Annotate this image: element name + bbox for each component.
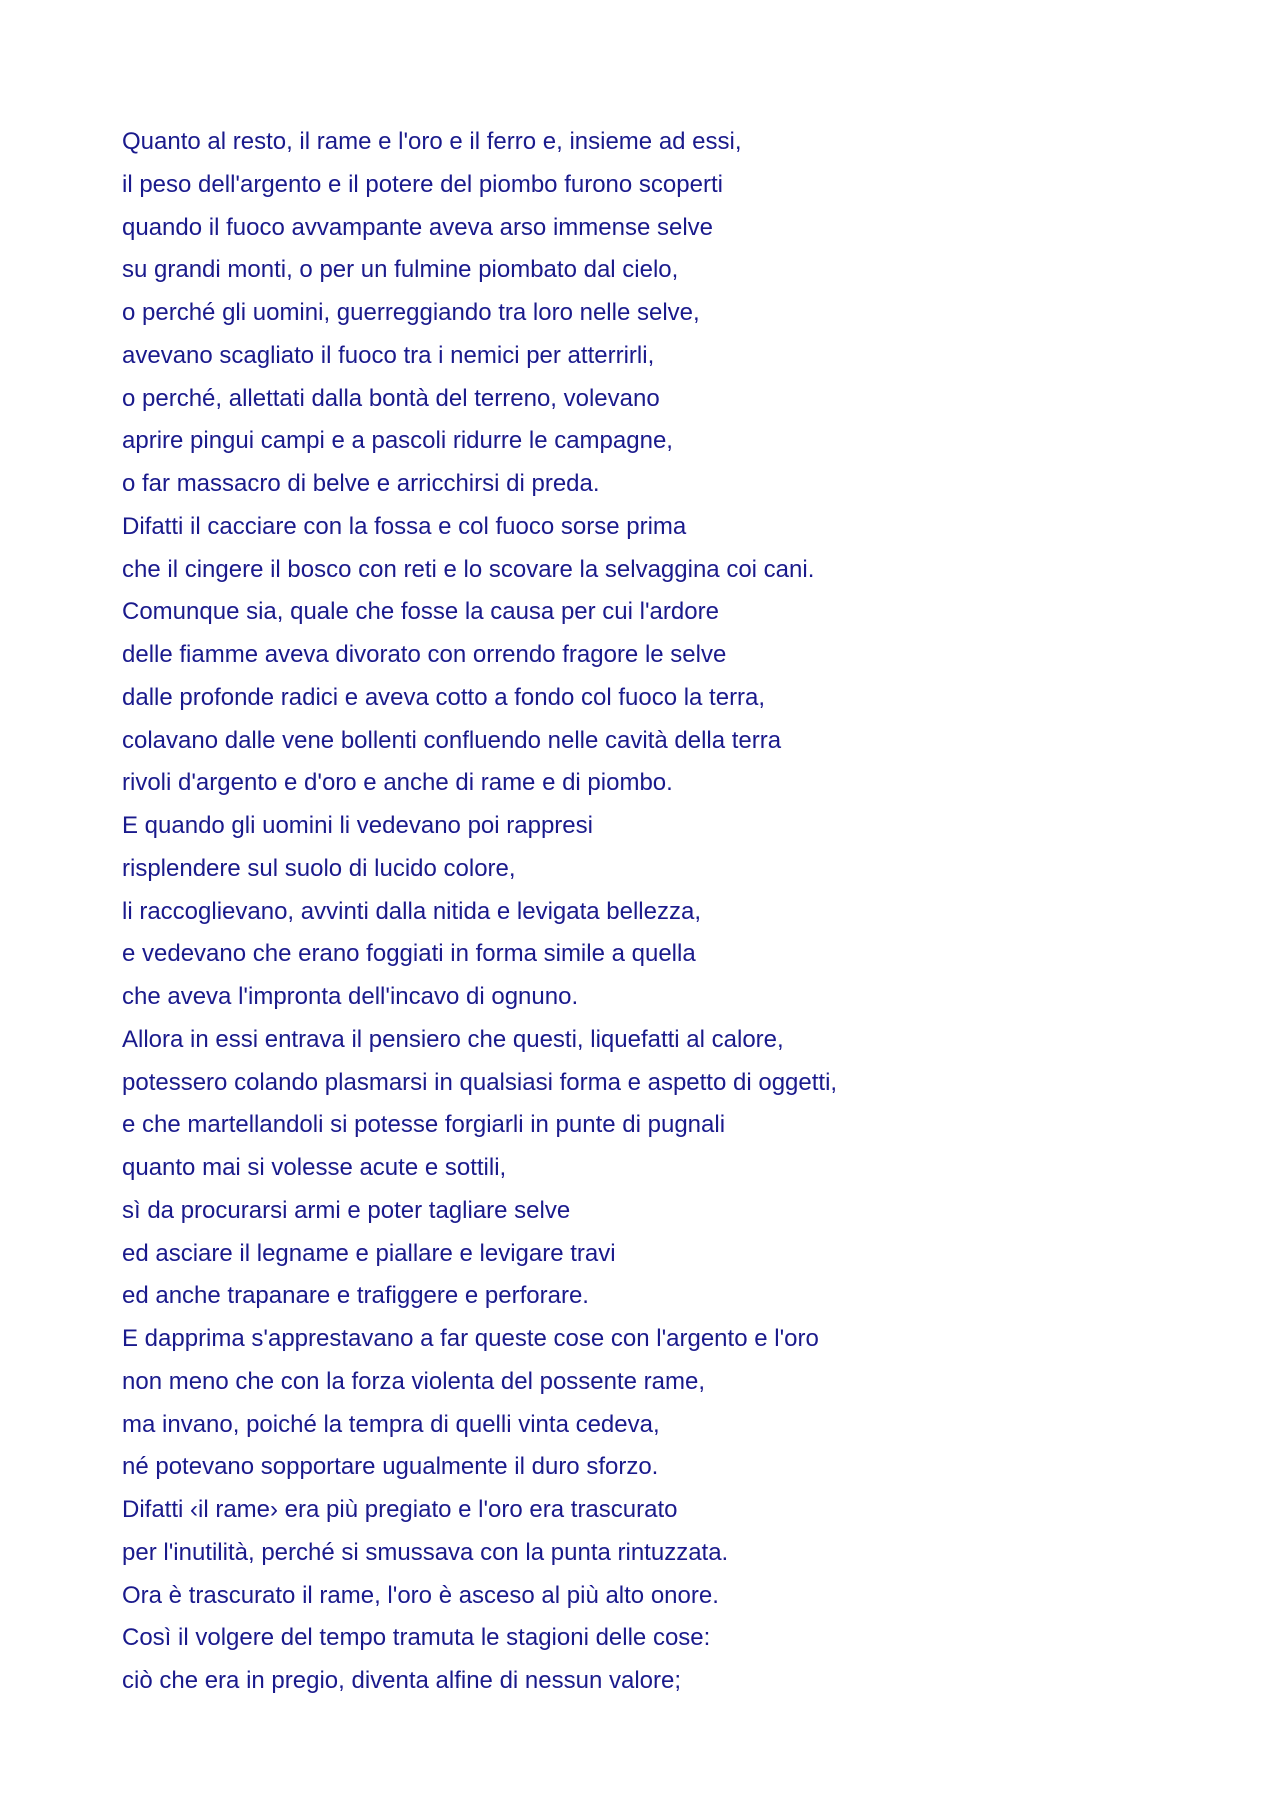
poem-line: che il cingere il bosco con reti e lo scovare la selvaggina coi cani. xyxy=(122,555,815,583)
poem-line: su grandi monti, o per un fulmine piombato dal cielo, xyxy=(122,256,679,284)
poem-line: Allora in essi entrava il pensiero che questi, liquefatti al calore, xyxy=(122,1025,784,1053)
poem-text-block xyxy=(122,121,1162,1703)
poem-line: né potevano sopportare ugualmente il duro sforzo. xyxy=(122,1453,659,1481)
poem-line: che aveva l'impronta dell'incavo di ognuno. xyxy=(122,983,579,1010)
poem-line: Così il volgere del tempo tramuta le stagioni delle cose: xyxy=(122,1624,711,1652)
poem-line: Difatti ‹il rame› era più pregiato e l'oro era trascurato xyxy=(122,1496,678,1523)
poem-line: potessero colando plasmarsi in qualsiasi forma e aspetto di oggetti, xyxy=(122,1068,838,1096)
poem-line: o perché gli uomini, guerreggiando tra loro nelle selve, xyxy=(122,299,700,326)
poem-line: quanto mai si volesse acute e sottili, xyxy=(122,1154,507,1181)
poem-line: aprire pingui campi e a pascoli ridurre le campagne, xyxy=(122,427,673,455)
poem-line: sì da procurarsi armi e poter tagliare selve xyxy=(122,1196,571,1224)
poem-line: avevano scagliato il fuoco tra i nemici per atterrirli, xyxy=(122,341,655,369)
poem-line: quando il fuoco avvampante aveva arso immense selve xyxy=(122,213,713,241)
poem-line: dalle profonde radici e aveva cotto a fondo col fuoco la terra, xyxy=(122,683,766,711)
poem-line: non meno che con la forza violenta del possente rame, xyxy=(122,1367,706,1395)
poem-line: ma invano, poiché la tempra di quelli vinta cedeva, xyxy=(122,1410,660,1438)
poem-line: li raccoglievano, avvinti dalla nitida e levigata bellezza, xyxy=(122,897,701,925)
poem-line: il peso dell'argento e il potere del piombo furono scoperti xyxy=(122,170,723,198)
poem-line: delle fiamme aveva divorato con orrendo fragore le selve xyxy=(122,641,727,668)
poem-line: Quanto al resto, il rame e l'oro e il ferro e, insieme ad essi, xyxy=(122,128,742,155)
poem-line: ed asciare il legname e piallare e levigare travi xyxy=(122,1239,616,1267)
poem-line: colavano dalle vene bollenti confluendo nelle cavità della terra xyxy=(122,726,782,754)
poem-line: per l'inutilità, perché si smussava con la punta rintuzzata. xyxy=(122,1538,729,1566)
poem-line: Ora è trascurato il rame, l'oro è asceso al più alto onore. xyxy=(122,1581,719,1609)
poem-line: rivoli d'argento e d'oro e anche di rame e di piombo. xyxy=(122,769,673,797)
poem-line: o perché, allettati dalla bontà del terreno, volevano xyxy=(122,384,660,412)
poem-line: e vedevano che erano foggiati in forma simile a quella xyxy=(122,940,696,968)
poem-line: ciò che era in pregio, diventa alfine di nessun valore; xyxy=(122,1667,682,1694)
poem-line: o far massacro di belve e arricchirsi di preda. xyxy=(122,470,600,497)
poem-line: E quando gli uomini li vedevano poi rappresi xyxy=(122,812,593,839)
poem-line: risplendere sul suolo di lucido colore, xyxy=(122,854,516,882)
poem-line: ed anche trapanare e trafiggere e perforare. xyxy=(122,1282,589,1310)
poem-line: E dapprima s'apprestavano a far queste cose con l'argento e l'oro xyxy=(122,1325,819,1352)
poem-line: Difatti il cacciare con la fossa e col fuoco sorse prima xyxy=(122,512,687,540)
poem-line: Comunque sia, quale che fosse la causa per cui l'ardore xyxy=(122,598,719,626)
poem-line: e che martellandoli si potesse forgiarli in punte di pugnali xyxy=(122,1111,726,1139)
